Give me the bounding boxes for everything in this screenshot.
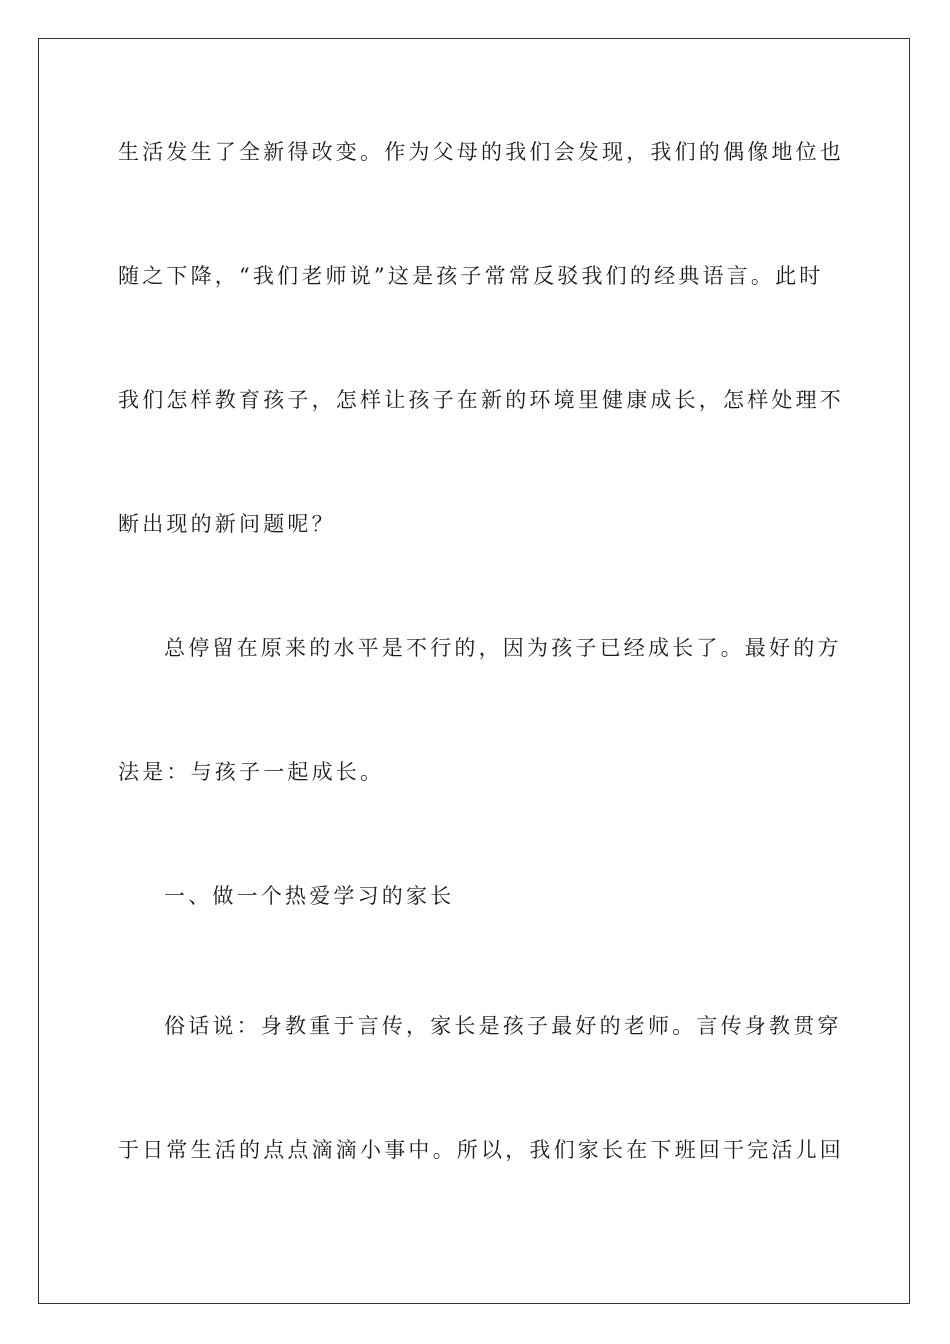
- paragraph-line: 随之下降，“我们老师说”这是孩子常常反驳我们的经典语言。此时: [118, 264, 824, 288]
- paragraph-line: 总停留在原来的水平是不行的，因为孩子已经成长了。最好的方: [164, 636, 842, 660]
- page-border: [38, 38, 910, 1304]
- section-heading: 一、做一个热爱学习的家长: [164, 884, 455, 908]
- paragraph-line: 生活发生了全新得改变。作为父母的我们会发现，我们的偶像地位也: [118, 140, 844, 164]
- paragraph-line: 我们怎样教育孩子，怎样让孩子在新的环境里健康成长，怎样处理不: [118, 388, 844, 412]
- paragraph-line: 断出现的新问题呢？: [118, 512, 336, 536]
- paragraph-line: 法是：与孩子一起成长。: [118, 760, 385, 784]
- paragraph-line: 俗话说：身教重于言传，家长是孩子最好的老师。言传身教贯穿: [164, 1014, 842, 1038]
- paragraph-line: 于日常生活的点点滴滴小事中。所以，我们家长在下班回干完活儿回: [118, 1138, 844, 1162]
